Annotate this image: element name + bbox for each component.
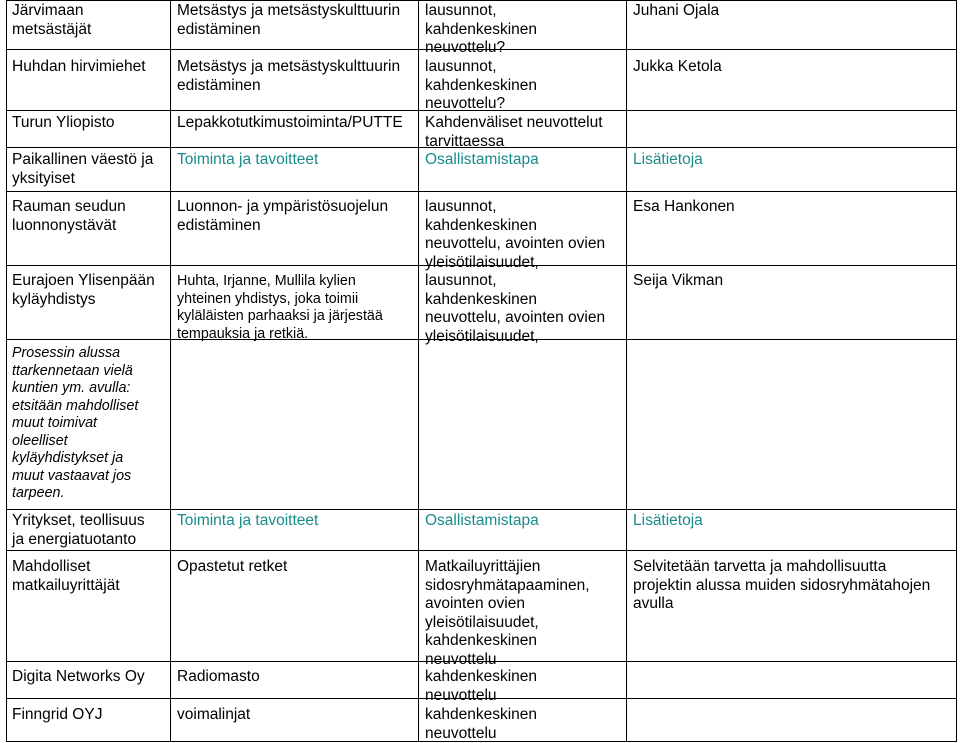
column-heading-activity: Toiminta ja tavoitteet (177, 512, 319, 529)
participation-text: lausunnot, kahdenkeskinen neuvottelu? (425, 2, 538, 56)
column-divider (170, 0, 171, 742)
contact-person: Esa Hankonen (633, 198, 735, 215)
column-heading-more-info: Lisätietoja (633, 151, 703, 168)
organization-name: Järvimaan metsästäjät (12, 2, 92, 38)
row-divider (6, 191, 956, 192)
column-heading-participation: Osallistamistapa (425, 151, 539, 168)
participation-text: lausunnot, kahdenkeskinen neuvottelu, avointen ovien yleisötilaisuudet, (425, 198, 606, 271)
contact-person: Seija Vikman (633, 272, 724, 289)
activity-text: Opastetut retket (177, 558, 288, 575)
activity-text: Metsästys ja metsästyskulttuurin edistäminen (177, 58, 401, 94)
column-divider (626, 0, 627, 742)
process-note: Prosessin alussa ttarkennetaan vielä kuntien ym. avulla: etsitään mahdolliset muut toimivat oleelliset kyläyhdistykset ja muut vastaavat jos tarpeen. (12, 345, 139, 501)
activity-text: Lepakkotutkimustoiminta/PUTTE (177, 114, 403, 131)
row-divider (6, 509, 956, 510)
group-heading: Paikallinen väestö ja yksityiset (12, 151, 154, 187)
column-divider (956, 0, 957, 742)
more-info-text: Selvitetään tarvetta ja mahdollisuutta projektin alussa muiden sidosryhmätahojen avulla (633, 558, 931, 612)
column-divider (418, 0, 419, 742)
organization-name: Turun Yliopisto (12, 114, 115, 131)
activity-text: Luonnon- ja ympäristösuojelun edistäminen (177, 198, 389, 234)
activity-text: voimalinjat (177, 706, 251, 723)
contact-person: Jukka Ketola (633, 58, 722, 75)
contact-person: Juhani Ojala (633, 2, 720, 19)
organization-name: Huhdan hirvimiehet (12, 58, 146, 75)
column-heading-participation: Osallistamistapa (425, 512, 539, 529)
participation-text: lausunnot, kahdenkeskinen neuvottelu, avointen ovien yleisötilaisuudet, (425, 272, 606, 345)
column-heading-more-info: Lisätietoja (633, 512, 703, 529)
organization-name: Eurajoen Ylisenpään kyläyhdistys (12, 272, 155, 308)
row-divider (6, 0, 956, 1)
participation-text: Kahdenväliset neuvottelut tarvittaessa (425, 114, 603, 150)
organization-name: Finngrid OYJ (12, 706, 103, 723)
activity-text: Radiomasto (177, 668, 260, 685)
organization-name: Mahdolliset matkailuyrittäjät (12, 558, 120, 594)
column-divider (6, 0, 7, 742)
participation-text: kahdenkeskinen neuvottelu (425, 706, 538, 742)
activity-text: Metsästys ja metsästyskulttuurin edistäminen (177, 2, 401, 38)
organization-name: Digita Networks Oy (12, 668, 145, 685)
organization-name: Rauman seudun luonnonystävät (12, 198, 126, 234)
participation-text: kahdenkeskinen neuvottelu (425, 668, 538, 704)
row-divider (6, 550, 956, 551)
activity-text: Huhta, Irjanne, Mullila kylien yhteinen yhdistys, joka toimii kyläläisten parhaaksi ja järjestää tempauksia ja retkiä. (177, 273, 383, 342)
participation-text: lausunnot, kahdenkeskinen neuvottelu? (425, 58, 538, 112)
group-heading: Yritykset, teollisuus ja energiatuotanto (12, 512, 145, 548)
participation-text: Matkailuyrittäjien sidosryhmätapaaminen, avointen ovien yleisötilaisuudet, kahdenkeskinen neuvottelu (425, 558, 590, 668)
column-heading-activity: Toiminta ja tavoitteet (177, 151, 319, 168)
